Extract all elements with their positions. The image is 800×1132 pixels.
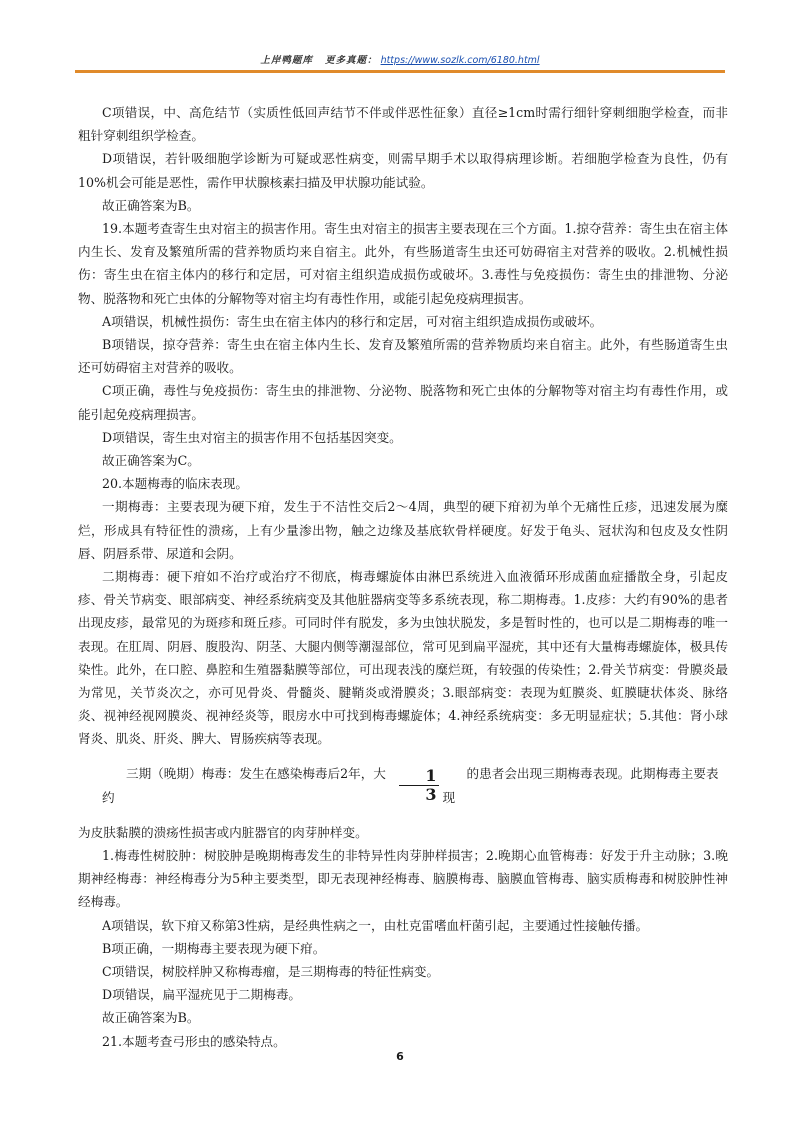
page-header [75,52,725,66]
paragraph: 故正确答案为B。 [102,1010,200,1026]
paragraph: A项错误，软下疳又称第3性病，是经典性病之一，由杜克雷嗜血杆菌引起，主要通过性接触传播。 [102,917,649,933]
paragraph: B项正确，一期梅毒主要表现为硬下疳。 [102,940,326,956]
one-third-fraction [399,767,438,804]
paragraph: D项错误，寄生虫对宿主的损害作用不包括基因突变。 [102,429,402,445]
fraction-denominator: 3 [425,785,437,805]
header-link[interactable]: https://www.sozlk.com/6180.html [380,55,540,66]
more-label: 更多真题： [325,55,378,66]
paragraph: 20.本题梅毒的临床表现。 [102,476,248,492]
paragraph: C项错误，树胶样肿又称梅毒瘤，是三期梅毒的特征性病变。 [102,963,440,979]
fraction-numerator: 1 [399,767,438,786]
page-number: 6 [396,1050,404,1063]
paragraph: 二期梅毒：硬下疳如不治疗或治疗不彻底，梅毒螺旋体由淋巴系统进入血液循环形成菌血症播散全身，引起皮疹、骨关节病变、眼部病变、神经系统病变及其他脏器病变等多系统表现，称二期梅毒。1.皮疹：大约有90%的患者出现皮疹，最常见的为斑疹和斑丘疹。可同时伴有脱发，多为虫蚀状脱发，多是暂时性的，也可以是二期梅毒的唯一表现。在肛周、阴唇、腹股沟、阴茎、大腿内侧等潮湿部位，常可见到扁平湿疣，其中还有大量梅毒螺旋体，极具传染性。此外，在口腔、鼻腔和生殖器黏膜等部位，可出现表浅的糜烂斑，有较强的传染性；2.骨关节病变：骨膜炎最为常见，关节炎次之，亦可见骨炎、骨髓炎、腱鞘炎或滑膜炎；3.眼部病变：表现为虹膜炎、虹膜睫状体炎、脉络炎、视神经视网膜炎、视神经炎等，眼房水中可找到梅毒螺旋体；4.神经系统病变：多无明显症状；5.其他：肾小球肾炎、肌炎、肝炎、脾大、胃肠疾病等表现。 [78,569,728,747]
paragraph: 故正确答案为C。 [102,453,200,469]
document-body [78,101,728,1053]
paragraph: D项错误，扁平湿疣见于二期梅毒。 [102,987,302,1003]
fraction-paragraph [78,755,728,817]
paragraph: 故正确答案为B。 [102,197,200,213]
fraction-text-before: 三期（晚期）梅毒：发生在感染梅毒后2年，大约 [102,766,386,805]
paragraph: 19.本题考查寄生虫对宿主的损害作用。寄生虫对宿主的损害主要表现在三个方面。1.掠夺营养：寄生虫在宿主体内生长、发育及繁殖所需的营养物质均来自宿主。此外，有些肠道寄生虫还可妨碍宿主对营养的吸收。2.机械性损伤：寄生虫在宿主体内的移行和定居，可对宿主组织造成损伤或破坏。3.毒性与免疫损伤：寄生虫的排泄物、分泌物、脱落物和死亡虫体的分解物等对宿主均有毒性作用，或能引起免疫病理损害。 [78,221,728,306]
paragraph: 21.本题考查弓形虫的感染特点。 [102,1033,286,1049]
paragraph: 一期梅毒：主要表现为硬下疳，发生于不洁性交后2～4周，典型的硬下疳初为单个无痛性丘疹，迅速发展为糜烂，形成具有特征性的溃疡，上有少量渗出物，触之边缘及基底软骨样硬度。好发于龟头、冠状沟和包皮及女性阴唇、阴唇系带、尿道和会阴。 [78,499,728,561]
paragraph: A项错误，机械性损伤：寄生虫在宿主体内的移行和定居，可对宿主组织造成损伤或破坏。 [102,313,603,329]
site-name: 上岸鸭题库 [260,55,313,66]
paragraph: 为皮肤黏膜的溃疡性损害或内脏器官的肉芽肿样变。 [78,824,368,840]
paragraph: D项错误，若针吸细胞学诊断为可疑或恶性病变，则需早期手术以取得病理诊断。若细胞学检查为良性，仍有10%机会可能是恶性，需作甲状腺核素扫描及甲状腺功能试验。 [78,151,728,190]
paragraph: C项正确，毒性与免疫损伤：寄生虫的排泄物、分泌物、脱落物和死亡虫体的分解物等对宿主均有毒性作用，或能引起免疫病理损害。 [78,383,728,422]
paragraph: C项错误，中、高危结节（实质性低回声结节不伴或伴恶性征象）直径≥1cm时需行细针穿刺细胞学检查，而非粗针穿刺组织学检查。 [78,105,728,144]
paragraph: B项错误，掠夺营养：寄生虫在宿主体内生长、发育及繁殖所需的营养物质均来自宿主。此外，有些肠道寄生虫还可妨碍宿主对营养的吸收。 [78,337,728,376]
header-divider [75,70,725,73]
fraction-text-after: 的患者会出现三期梅毒表现。此期梅毒主要表现 [442,766,719,805]
paragraph: 1.梅毒性树胶肿：树胶肿是晚期梅毒发生的非特异性肉芽肿样损害；2.晚期心血管梅毒：好发于升主动脉；3.晚期神经梅毒：神经梅毒分为5种主要类型，即无表现神经梅毒、脑膜梅毒、脑膜血管梅毒、脑实质梅毒和树胶肿性神经梅毒。 [78,847,728,910]
